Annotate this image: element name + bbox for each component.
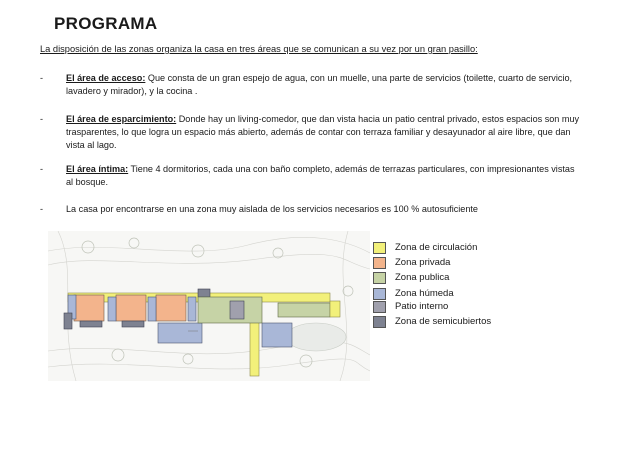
legend-item-public — [373, 272, 553, 286]
bullet-dash: - — [40, 73, 44, 83]
legend-item-private — [373, 257, 553, 271]
bullet-lead: El área de acceso: — [66, 73, 146, 83]
swatch-wet — [373, 288, 386, 300]
bullet-lead: El área de esparcimiento: — [66, 114, 177, 124]
bullet-dash: - — [40, 164, 44, 174]
bullet-dash: - — [40, 114, 44, 124]
legend-label: Zona publica — [395, 272, 450, 283]
swatch-public — [373, 272, 386, 284]
bullet-access-area — [40, 72, 580, 98]
swatch-private — [373, 257, 386, 269]
bullet-text: Tiene 4 dormitorios, cada una con baño completo, además de terrazas particulares, con impresionantes vistas al bosque. — [66, 164, 575, 187]
legend-label: Zona privada — [395, 257, 451, 268]
legend-item-wet — [373, 288, 553, 302]
swatch-patio — [373, 301, 386, 313]
floor-plan-drawing — [48, 231, 370, 381]
legend-item-patio — [373, 301, 553, 315]
bullet-dash: - — [40, 204, 44, 214]
legend-label: Zona de circulación — [395, 242, 478, 253]
bullet-self-sufficient — [40, 203, 580, 216]
legend-label: Patio interno — [395, 301, 449, 312]
bullet-leisure-area — [40, 113, 580, 152]
legend-item-semicovered — [373, 316, 553, 330]
bullet-intimate-area — [40, 163, 580, 189]
bullet-text: La casa por encontrarse en una zona muy aislada de los servicios necesarios es 100 % autosuficiente — [66, 204, 478, 214]
swatch-circulation — [373, 242, 386, 254]
swatch-semicovered — [373, 316, 386, 328]
legend-label: Zona húmeda — [395, 288, 454, 299]
page-title: PROGRAMA — [54, 14, 158, 33]
bullet-text: Que consta de un gran espejo de agua, con un muelle, una parte de servicios (toilette, cuarto de servicio, lavadero y mirador), y la cocina . — [66, 73, 573, 96]
legend-label: Zona de semicubiertos — [395, 316, 492, 327]
bullet-lead: El área íntima: — [66, 164, 129, 174]
intro-text: La disposición de las zonas organiza la casa en tres áreas que se comunican a su vez por un gran pasillo: — [40, 44, 478, 54]
legend-item-circulation — [373, 242, 553, 256]
bullet-text: Donde hay un living-comedor, que dan vista hacia un patio central privado, estos espacios son muy trasparentes, lo que logra un espacio más abierto, además de contar con terraza familiar y desayunador al aire libre, que dan vista al lago. — [66, 114, 580, 150]
